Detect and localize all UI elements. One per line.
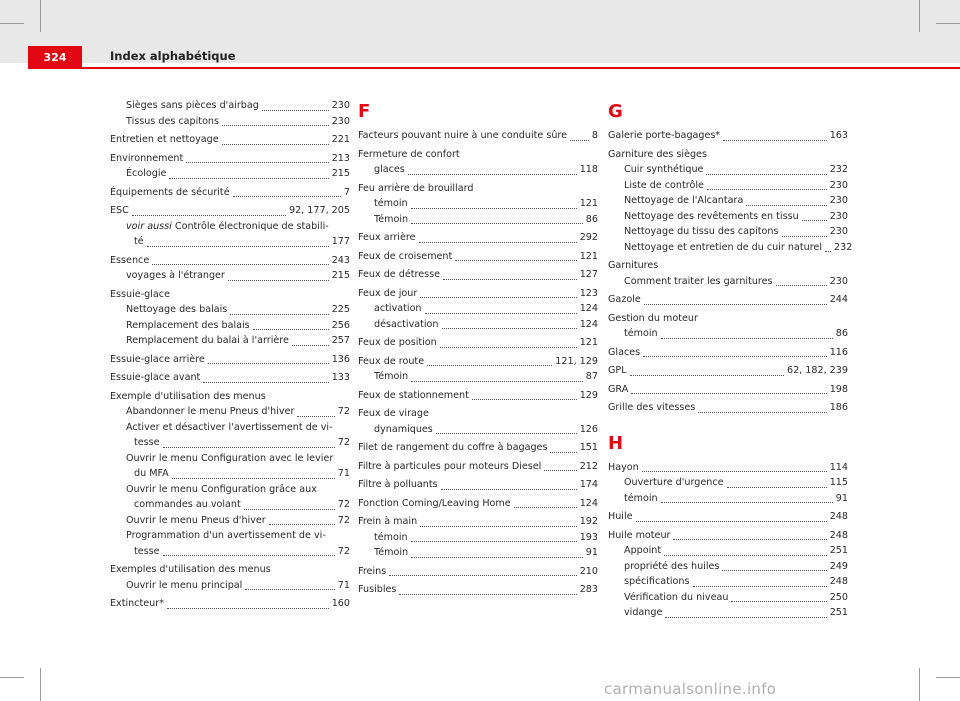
index-entry: Appoint 251 — [624, 545, 848, 556]
index-entry: du MFA 71 — [134, 468, 350, 479]
index-entry: Écologie 215 — [126, 168, 350, 179]
index-entry-text: Activer et désactiver l'avertissement de vi- — [126, 421, 333, 433]
index-entry: Témoin 91 — [374, 547, 598, 558]
index-entry: Filtre à particules pour moteurs Diesel 212 — [358, 460, 598, 472]
index-entry: Essuie-glace arrière 136 — [110, 353, 350, 365]
index-entry: témoin 121 — [374, 198, 598, 209]
crop-mark — [40, 0, 41, 32]
index-entry: Entretien et nettoyage 221 — [110, 134, 350, 145]
index-entry: désactivation 124 — [374, 318, 598, 330]
index-heading: Garniture des sièges — [608, 148, 707, 160]
index-heading: Garnitures — [608, 260, 659, 271]
index-entry: Fusibles 283 — [358, 584, 598, 595]
crop-mark — [936, 23, 960, 24]
index-entry: Témoin 86 — [374, 213, 598, 225]
index-entry-text: Ouvrir le menu Configuration grâce aux — [126, 483, 317, 495]
index-entry: tesse 72 — [134, 437, 350, 448]
section-letter-h: H — [608, 432, 624, 454]
index-entry: tesse 72 — [134, 545, 350, 557]
section-letter-g: G — [608, 101, 623, 122]
index-entry: Feux de détresse 127 — [358, 269, 598, 280]
index-entry: Glaces 116 — [608, 346, 848, 358]
index-entry: Feux arrière 292 — [358, 232, 598, 243]
index-entry: Freins 210 — [358, 565, 598, 577]
index-entry: Fonction Coming/Leaving Home 124 — [358, 497, 598, 509]
index-column-1 — [110, 98, 350, 612]
index-entry: vidange 251 — [624, 607, 848, 618]
index-entry: commandes au volant 72 — [134, 499, 350, 510]
index-entry: Sièges sans pièces d'airbag 230 — [126, 100, 350, 111]
index-entry: glaces 118 — [374, 164, 598, 175]
index-heading: Feu arrière de brouillard — [358, 182, 474, 194]
crop-mark — [0, 23, 24, 24]
crop-mark — [936, 677, 960, 678]
index-entry: Galerie porte-bagages* 163 — [608, 130, 848, 141]
index-entry: Nettoyage de l'Alcantara 230 — [624, 195, 848, 206]
index-entry: voyages à l'étranger 215 — [126, 270, 350, 281]
index-entry: Remplacement du balai à l'arrière 257 — [126, 335, 350, 346]
index-entry: Gazole 244 — [608, 294, 848, 305]
crop-mark — [40, 668, 41, 701]
index-entry: témoin 91 — [624, 492, 848, 504]
index-entry: Comment traiter les garnitures 230 — [624, 275, 848, 287]
index-heading: Fermeture de confort — [358, 148, 460, 160]
index-entry: Témoin 87 — [374, 371, 598, 382]
index-entry: témoin 193 — [374, 531, 598, 543]
index-heading: Feux de virage — [358, 408, 429, 419]
crop-mark — [919, 0, 920, 32]
index-entry: Vérification du niveau 250 — [624, 591, 848, 603]
index-entry: activation 124 — [374, 303, 598, 314]
index-heading: Exemple d'utilisation des menus — [110, 390, 266, 402]
header-rule — [28, 67, 960, 69]
index-entry: Tissus des capitons 230 — [126, 115, 350, 127]
index-entry: Ouvrir le menu Pneus d'hiver 72 — [126, 514, 350, 526]
index-entry: propriété des huiles 249 — [624, 560, 848, 572]
index-entry: Facteurs pouvant nuire à une conduite sûre 8 — [358, 130, 598, 141]
index-entry: Nettoyage et entretien de du cuir naturel 232 — [624, 241, 853, 253]
index-entry: Huile moteur 248 — [608, 529, 848, 541]
page-title: Index alphabétique — [110, 49, 236, 63]
index-entry: Cuir synthétique 232 — [624, 164, 848, 175]
index-entry: Remplacement des balais 256 — [126, 319, 350, 331]
index-column-3 — [608, 100, 853, 621]
index-entry: Filtre à polluants 174 — [358, 479, 598, 490]
index-entry: Filet de rangement du coffre à bagages 151 — [358, 442, 598, 453]
index-entry: Ouvrir le menu principal 71 — [126, 579, 350, 591]
index-entry: Essuie-glace avant 133 — [110, 372, 350, 383]
section-letter-f: F — [358, 101, 371, 122]
index-entry: Nettoyage des revêtements en tissu 230 — [624, 210, 848, 222]
index-entry: Feux de position 121 — [358, 337, 598, 348]
index-entry: dynamiques 126 — [374, 423, 598, 435]
index-entry: GRA 198 — [608, 383, 848, 395]
watermark: carmanualsonline.info — [604, 680, 777, 698]
index-entry: Environnement 213 — [110, 152, 350, 164]
page-number: 324 — [28, 46, 82, 68]
index-entry: té 177 — [134, 236, 350, 247]
index-entry: spécifications 248 — [624, 576, 848, 587]
index-entry: Hayon 114 — [608, 461, 848, 473]
index-entry: Liste de contrôle 230 — [624, 179, 848, 191]
index-entry-text: Programmation d'un avertissement de vi- — [126, 530, 326, 541]
index-entry: Huile 248 — [608, 511, 848, 522]
index-entry: Frein à main 192 — [358, 516, 598, 527]
see-also-reference: voir aussi Contrôle électronique de stabili- — [126, 220, 329, 232]
index-entry: Feux de croisement 121 — [358, 250, 598, 262]
index-entry: Feux de jour 123 — [358, 287, 598, 299]
index-entry: Équipements de sécurité 7 — [110, 186, 350, 198]
index-column-2 — [358, 100, 598, 598]
index-entry: Feux de stationnement 129 — [358, 389, 598, 401]
index-heading: Gestion du moteur — [608, 312, 698, 324]
index-entry: Feux de route 121, 129 — [358, 355, 598, 367]
index-heading: Exemples d'utilisation des menus — [110, 564, 271, 575]
crop-mark — [0, 677, 24, 678]
index-entry: Ouverture d'urgence 115 — [624, 477, 848, 488]
index-entry: ESC 92, 177, 205 — [110, 205, 350, 216]
index-entry-text: Ouvrir le menu Configuration avec le levier — [126, 452, 334, 464]
index-entry: témoin 86 — [624, 328, 848, 339]
crop-mark — [919, 668, 920, 701]
index-entry: Nettoyage du tissu des capitons 230 — [624, 226, 848, 237]
index-heading: Essuie-glace — [110, 288, 170, 300]
index-entry: GPL 62, 182, 239 — [608, 365, 848, 376]
index-entry: Essence 243 — [110, 254, 350, 266]
index-entry: Nettoyage des balais 225 — [126, 304, 350, 315]
index-entry: Extincteur* 160 — [110, 598, 350, 609]
index-entry: Grille des vitesses 186 — [608, 402, 848, 413]
index-entry: Abandonner le menu Pneus d'hiver 72 — [126, 406, 350, 417]
